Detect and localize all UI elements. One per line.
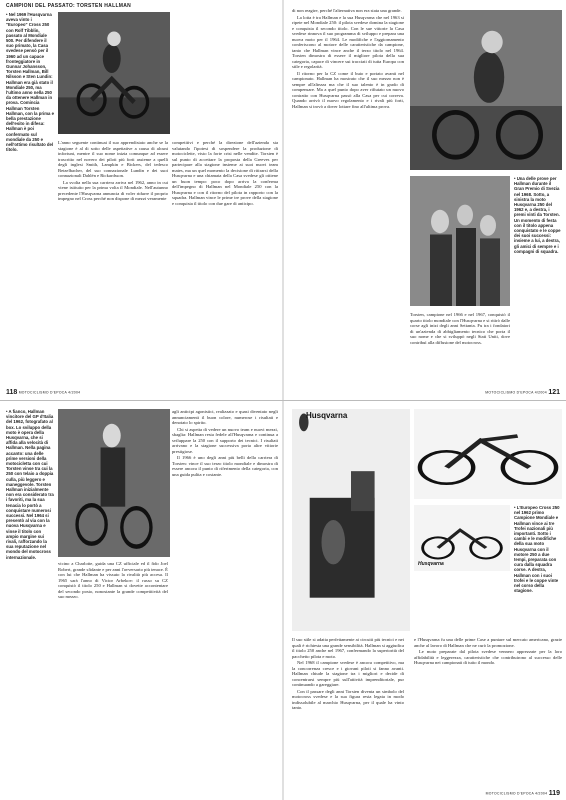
- photo-bike-profile: [414, 409, 562, 499]
- body-column-2: competitivi e perché la direzione dell'azienda sta valutando l'ipotesi di sospendere la produzione di motociclette, visto la forte crisi nelle vendite. Torsten è sul punto di accettare la proposta della Greeves per partecipare alla stagione insieme ai suoi nuovi team mates, ma un quel momento la decisione di ritirarsi della Husqvarna e una chiamata della Casa svedese gli ottiene un buon tempo: poco dopo arriva la conferma dell'impegno di Hallman nel Mondiale 250 con la Husqvarna e con il ritorno del pilota in rapporto con la squadra. Hallman vince le prime tre prove della stagione e conquista il titolo con due gare di anticipo.: [172, 140, 278, 206]
- sidebar-caption-bottom: • A fianco, Hallman vincitore del GP d'Italia del 1962, fotografato al box. Lo sviluppo della moto è opera della Husqvarna, che si affida alla velocità di Hallman. Nella pagina accanto: una delle prime versioni della motocicletta con cui Torsten vinse tra cui la 250 con telaio a doppia culla, più leggero e maneggevole. Torsten Hallman inizialmente non era considerato tra i favoriti, ma la sua tenacia lo portò a conquistare numerosi successi. Nel 1964 si presentò al via con la nuova Husqvarna e vinse il titolo con ampio margine sui rivali, rafforzando la sua reputazione nel mondo del motocross internazionale.: [6, 409, 54, 560]
- folio-right-bottom: MOTOCICLISMO D'EPOCA 4/2004 119: [485, 790, 560, 797]
- body-column-4: Torsten, campione nel 1966 e nel 1967, conquistò il quarto titolo mondiale con l'Husqvarna e si ritirò dalle corse agli inizi degli anni Settanta. Fu tra i fondatori di un'azienda di abbigliamento tecnico che porta il suo nome e che si sviluppò negli Stati Uniti, dove contribuì alla diffusione del motocross.: [410, 312, 510, 345]
- gutter-bottom: [282, 401, 284, 800]
- gutter: [282, 0, 284, 400]
- folio-right: MOTOCICLISMO D'EPOCA 4/2004 121: [485, 389, 560, 396]
- folio-left: 118 MOTOCICLISMO D'EPOCA 4/2004: [6, 389, 81, 396]
- body-column-3-bottom: Il suo stile si adatta perfettamente ai circuiti più tecnici e nei quali è richiesta una grande sensibilità. Hallman si aggiudica il titolo 250 anche nel 1967, confermando la superiorità del pacchetto pilota e moto. Nel 1968 il campione svedese è ancora competitivo, ma la concorrenza cresce e i giovani piloti si fanno avanti. Hallman chiude la stagione tra i migliori e decide di concentrarsi sempre più sull'attività imprenditoriale, pur continuando a gareggiare. Con il passare degli anni Torsten diventa un simbolo del motocross svedese e la sua figura resta legata in modo indissolubile al marchio Husqvarna, per il quale ha vinto tanto.: [292, 637, 404, 710]
- body-column-2-bottom: agli anticipi agonistici, realizzato e quasi diventato negli annunciamenti il buon colore, numerose i risultati e denotato lo spirito. Chi si aspetta di vedere un nuovo team e nuovi mezzi, sbaglia: Hallman resta fedele all'Husqvarna e continua a sviluppare la 250 con il supporto dei tecnici. I risultati arrivano e la stagione successiva porta altre vittorie prestigiose. Il 1966 è uno degli anni più belli della carriera di Torsten: vince il suo terzo titolo mondiale e dimostra di essere ancora il punto di riferimento della categoria, con una guida pulita e costante.: [172, 409, 278, 477]
- caption-right-bottom: • L'Europeo Cross 250 nel 1962 primo Campione Mondiale e Hallman vince ai tre Trofei nazionali più importanti. Sotto i cambi e le modifiche della sua moto Husqvarna con il motore 250 a due tempi, preparata con cura dalla squadra corse. A destra, Hallman con i suoi trofei e le coppe vinte nel corso della stagione.: [514, 505, 560, 594]
- sidebar-caption: • Nel 1969 l'Husqvarna aveva vinto i "Europeo" Cross 250 con Rolf Tibblin, passato al Mondiale 500. Per difendere il suo primato, la Casa svedese pensò per il 1960 ad un capace fronteggiatore in Gunnar Johansson, Torsten Hallman, Bill Nilsson e Sten Lundin: Hallman era già stato il Mondiale 250, ma l'ultimo anno nella 250 da ottenere Hallman in prova. Comincia Hallman Torsten Hallman, con la prima e bella prestazione dell'esito in difesa: Hallman è poi confermato sul mondiale da 250 e nell'ottimo risultato del titolo.: [6, 12, 54, 153]
- caption-right: • Una delle prove per Hallman durante il Gran Premio di Svezia nel 1968. Sotto, a sinistra la moto Husqvarna 250 del 1962 e, a destra, i premi vinti da Torsten. Un momento di festa con il titolo appena conquistato e le coppe dei suoi successi: insieme a lui, a destra, gli amici di sempre e i compagni di squadra.: [514, 176, 561, 254]
- body-column-3: di non reagire, perché l'alternativa non era stata una grande. La lotta è tra Hallman e la sua Husqvarna che nel 1963 si ripete nel Mondiale 250: il pilota svedese domina la stagione e conquista il secondo titolo. Con le sue vittorie la Casa svedese rinnova il suo programma di sviluppo e prepara una nuova moto per il 1964. Le modifiche e l'aggiornamento conferiscono al motore delle caratteristiche da campione, tanto che Hallman vince anche il terzo titolo nel 1964. Torsten dimostra di essere il migliore pilota della sua categoria, capace di vincere sui tracciati di tutta Europa con stile e regolarità. Il ritorno per la CZ come il buio e portato avanti nel campionato. Hallman ha mostrato che il suo mezzo non è sempre all'altezza ma che il suo talento è in grado di compensare. Ma a quel punto dopo aver rifiutato un nuovo contratto con Husqvarna passò alla Casa per cui correva. Quando arrivò il nuovo regolamento e i rivali più forti, Hallman si trovò a dover lottare fino all'ultima prova.: [292, 8, 404, 109]
- photo-hallman-box: [58, 409, 170, 557]
- bottom-spread: [0, 400, 566, 800]
- page-header: CAMPIONI DEL PASSATO: TORSTEN HALLMAN: [6, 3, 132, 9]
- body-column-1-bottom: vicino a Charlotte, guida una CZ ufficiale ed il fido Joel Robert, grande sfidante e per anni l'avversario più tenace. È con lui che Hallman ha vissuto la rivalità più accesa. Il 1965 sarà l'anno di Victor Arbekov: il russo su CZ conquistò il titolo 250 e Hallman si dovette accontentare del secondo posto, nonostante la grande competitività del suo mezzo.: [58, 561, 168, 599]
- photo-label: Husqvarna: [418, 561, 444, 567]
- photo-rider-jump: [58, 12, 170, 134]
- body-column-4-bottom: e l'Husqvarna fu una delle prime Case a puntare sul mercato americano, grazie anche al lavoro di Hallman che ne curò la promozione. Le moto preparate dal pilota svedese vennero apprezzate per la loro affidabilità e leggerezza, caratteristiche che contribuirono al successo delle Husqvarna nei campionati di tutto il mondo.: [414, 637, 562, 665]
- husqvarna-logo: Husqvarna: [306, 411, 348, 420]
- photo-trophies: [410, 176, 510, 306]
- photo-husqvarna-engine: [292, 409, 410, 631]
- body-column-1: L'anno seguente continuai il suo apprendistato anche se la stagione è al di sotto delle aspettative a causa di alcuni infortuni, mentre il suo nome inizia comunque ad essere trascritto nel novero dei piloti più forti assieme a quelli degli inglesi Smith, Lampkin e Bickers, del tedesco Betzelbacher, del suo connazionale Lundin e dei suoi connazionali Dahlén e Rickardsson. La svolta nella sua carriera arriva nel 1962, anno in cui viene istituito per la prima volta il Mondiale. Nell'autunno precedente l'Husqvarna annuncia di voler ridurre il proprio impegno nel Cross perché non dispone di mezzi veramente: [58, 140, 168, 201]
- photo-rider-portrait: [410, 10, 562, 170]
